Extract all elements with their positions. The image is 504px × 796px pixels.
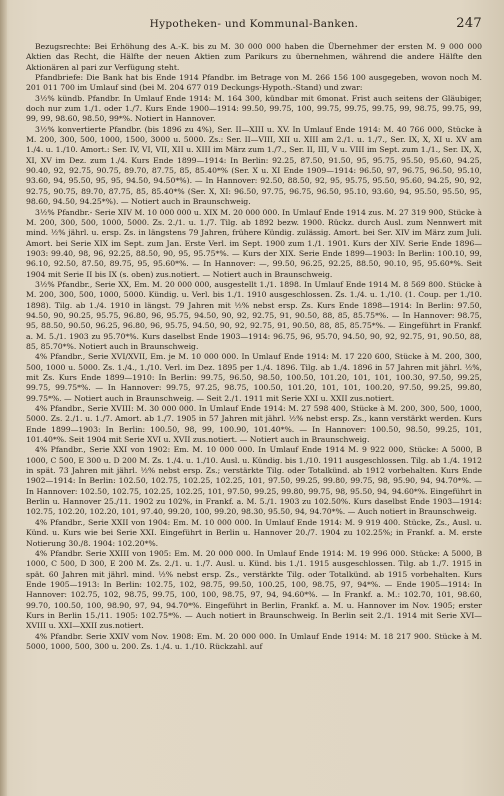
paragraph-serie-xviii: 4% Pfandbr., Serie XVIII: M. 30 000 000. In Umlauf Ende 1914: M. 27 598 400, Stücke à M. 200, 300, 500, 1000, 5000. Zs. 2./1. u. 1./7. Amort. ab 1./7. 1905 in 57 Jahren mit jährl. ½% nebst ersp. Zs., kann verstärkt werden. Kurs Ende 1899—1903: In Berlin: 100.50, 98, 99, 100.90, 101.40*%. — In Hannover: 100.50, 98.50, 99.25, 101, 101.40*%. Seit 1904 mit Serie XVI u. XVII zus.notiert. — Notiert auch in Braunschweig. [26, 404, 482, 445]
page-number: 247 [456, 16, 482, 31]
paragraph-serie-xxiv: 4% Pfandbr. Serie XXIV vom Nov. 1908: Em. M. 20 000 000. In Umlauf Ende 1914: M. 18 217 900. Stücke à M. 5000, 1000, 500, 300 u. 200. Zs. 1./4. u. 1./10. Rückzahl. auf [26, 631, 482, 651]
paragraph-bezugsrechte: Bezugsrechte: Bei Erhöhung des A.-K. bis zu M. 30 000 000 haben die Übernehmer der ersten M. 9 000 000 Aktien das Recht, die Hälfte der neuen Aktien zum Parikurs zu übernehmen, während die andere Hälfte den Aktionären al pari zur Verfügung steht. [26, 42, 482, 72]
paragraph-serie-xxiii: 4% Pfandbr. Serie XXIII von 1905: Em. M. 20 000 000. In Umlauf Ende 1914: M. 19 996 000. Stücke: A 5000, B 1000, C 500, D 300, E 200 M. Zs. 2./1. u. 1./7. Ausl. u. Künd. bis 1./1. 1915 ausgeschlossen. Tilg. ab 1./7. 1915 in spät. 60 Jahren mit jährl. mind. ½% nebst ersp. Zs., verstärkte Tilg. oder Totalkünd. ab 1915 vorbehalten. Kurs Ende 1905—1913: In Berlin: 102.75, 102, 98.75, 99.50, 100.25, 100, 98.75, 97, 94*%. — Ende 1905—1914: In Hannover: 102.75, 102, 98.75, 99.75, 100, 100, 98.75, 97, 94, 94.60*%. — In Frankf. a. M.: 102.70, 101, 98.60, 99.70, 100.50, 100, 98.90, 97, 94, 94.70*%. Eingeführt in Berlin, Frankf. a. M. u. Hannover im Nov. 1905; erster Kurs in Berlin 15./11. 1905: 102.75*%. — Auch notiert in Braunschweig. In Berlin seit 2./1. 1914 mit Serie XVI—XVIII u. XXI—XXII zus.notiert. [26, 548, 482, 631]
paragraph-serie-xvi-xvii: 4% Pfandbr., Serie XVI/XVII, Em. je M. 10 000 000. In Umlauf Ende 1914: M. 17 220 600, Stücke à M. 200, 300, 500, 1000 u. 5000. Zs. 1./4., 1./10. Verl. im Dez. 1895 per 1./4. 1896. Tilg. ab 1./4. 1896 in 57 Jahren mit jährl. ½%, mit Zs. Kurs Ende 1899—1910: In Berlin: 99.75, 96.50, 98.50, 100.50, 101.20, 101, 101, 100.30, 97.50, 99.25, 99.75, 99.75*%. — In Hannover: 99.75, 97.25, 98.75, 100.50, 101.20, 101, 101, 100.20, 97.50, 99.25, 99.80, 99.75*%. — Notiert auch in Braunschweig. — Seit 2./1. 1911 mit Serie XXI u. XXII zus.notiert. [26, 352, 482, 403]
paragraph-serie-xxii: 4% Pfandbr., Serie XXII von 1904: Em. M. 10 000 000. In Umlauf Ende 1914: M. 9 919 400. Stücke, Zs., Ausl. u. Künd. u. Kurs wie bei Serie XXI. Eingeführt in Berlin u. Hannover 20./7. 1904 zu 102.25%; in Frankf. a. M. erste Notierung 30./8. 1904: 102.20*%. [26, 517, 482, 548]
paragraph-kuendb-pfandbr: 3½% kündb. Pfandbr. In Umlauf Ende 1914: M. 164 300, kündbar mit 6monat. Frist auch seitens der Gläubiger, doch nur zum 1./1. oder 1./7. Kurs Ende 1900—1914: 99.50, 99.75, 100, 99.75, 99.75, 99.75, 99, 98.75, 99.75, 99, 99, 99, 98.60, 98.50, 99*%. Notiert in Hannover. [26, 93, 482, 124]
paragraph-konvertierte-pfandbr: 3½% konvertierte Pfandbr. (bis 1896 zu 4%), Ser. II—XIII u. XV. In Umlauf Ende 1914: M. 40 766 000, Stücke à M. 200, 300, 500, 1000, 1500, 3000 u. 5000. Zs.: Ser. II—VIII, XII u. XIII am 2./1. u. 1./7., Ser. IX, X, XI u. XV am 1./4. u. 1./10. Amort.: Ser. IV, VI, VII, XII u. XIII im März zum 1./7., Ser. II, III, V u. VIII im Sept. zum 1./1., Ser. IX, X, XI, XV im Dez. zum 1./4. Kurs Ende 1899—1914: In Berlin: 92.25, 87.50, 91.50, 95, 95.75, 95.50, 95.60, 94.25, 90.40, 92, 92.75, 90.75, 89.70, 87.75, 85, 85.40*% (Ser. X u. XI Ende 1909—1914: 96.50, 97, 96.75, 96.50, 95.10, 93.60, 94, 95.50, 95, 95, 94.50, 94.50*%). — In Hannover: 92.50, 88.50, 92, 95, 95.75, 95.50, 95.60, 94.25, 90, 92, 92.75, 90.75, 89.70, 87.75, 85, 85.40*% (Ser. X, XI: 96.50, 97.75, 96.75, 96.50, 95.10, 93.60, 94, 95.50, 95.50, 95, 98.60, 94.50, 94.25*%). — Notiert auch in Braunschweig. [26, 124, 482, 207]
paragraph-serie-xx: 3½% Pfandbr., Serie XX, Em. M. 20 000 000, ausgestellt 1./1. 1898. In Umlauf Ende 1914 M. 8 569 800. Stücke à M. 200, 300, 500, 1000, 5000. Kündig. u. Verl. bis 1./1. 1910 ausgeschlossen. Zs. 1./4. u. 1./10. (1. Coup. per 1./10. 1898). Tilg. ab 1./4. 1910 in längst. 79 Jahren mit ½% nebst ersp. Zs. Kurs Ende 1898—1914: In Berlin: 97.50, 94.50, 90, 90.25, 95.75, 96.80, 96, 95.75, 94.50, 90, 92, 92.75, 91, 90.50, 88, 85, 85.75*%. — In Hannover: 98.75, 95, 88.50, 90.50, 96.25, 96.80, 96, 95.75, 94.50, 90, 92, 92.75, 91, 90.50, 88, 85, 85.75*%. — Eingeführt in Frankf. a. M. 5./1. 1903 zu 95.70*%. Kurs daselbst Ende 1903—1914: 96.75, 96, 95.70, 94.50, 90, 92, 92.75, 91, 90.50, 88, 85, 85.70*%. Notiert auch in Braunschweig. [26, 279, 482, 351]
paragraph-pfandbriefe: Pfandbriefe: Die Bank hat bis Ende 1914 Pfandbr. im Betrage von M. 266 156 100 ausgegeben, wovon noch M. 201 011 700 im Umlauf sind (bei M. 204 677 019 Deckungs-Hypoth.-Stand) und zwar: [26, 73, 482, 93]
page-body [26, 42, 482, 652]
running-title: Hypotheken- und Kommunal-Banken. [149, 18, 359, 30]
paragraph-serie-xiv-xix: 3½% Pfandbr.- Serie XIV M. 10 000 000 u. XIX M. 20 000 000. In Umlauf Ende 1914 zus. M. 27 319 900, Stücke à M. 200, 300, 500, 1000, 5000. Zs. 2./1. u. 1./7. Tilg. ab 1892 bezw. 1900. Rückz. durch Ausl. zum Nennwert mit mind. ½% jährl. u. ersp. Zs. in längstens 79 Jahren, frühere Kündig. zulässig. Amort. bei Ser. XIV im März zum Juli. Amort. bei Serie XIX im Sept. zum Jan. Erste Verl. im Sept. 1900 zum 1./1. 1901. Kurs der XIV. Serie Ende 1896—1903: 99.40, 98, 96, 92.25, 88.50, 90, 95, 95.75*%. — Kurs der XIX. Serie Ende 1899—1903: In Berlin: 100.10, 99, 96.10, 92.50, 87.50, 89.75, 95, 95.60*%. — In Hannover: —, 99.50, 96.25, 92.25, 88.50, 90.10, 95, 95.60*%. Seit 1904 mit Serie II bis IX (s. oben) zus.notiert. — Notiert auch in Braunschweig. [26, 207, 482, 279]
page-header [26, 16, 482, 34]
book-spine-shadow [0, 0, 7, 796]
paragraph-serie-xxi: 4% Pfandbr., Serie XXI von 1902: Em. M. 10 000 000. In Umlauf Ende 1914 M. 9 922 000, Stücke: A 5000, B 1000, C 500, E 300 u. D 200 M. Zs. 1./4. u. 1./10. Ausl. u. Kündig. bis 1./10. 1911 ausgeschlossen. Tilg. ab 1./4. 1912 in spät. 73 Jahren mit jährl. ½% nebst ersp. Zs.; verstärkte Tilg. oder Totalkünd. ab 1912 vorbehalten. Kurs Ende 1902—1914: In Berlin: 102.50, 102.75, 102.25, 102.25, 101, 97.50, 99.25, 99.80, 99.75, 98, 95.90, 94, 94.70*%. — In Hannover: 102.50, 102.75, 102.25, 102.25, 101, 97.50, 99.25, 99.80, 99.75, 98, 95.50, 94, 94.60*%. Eingeführt in Berlin u. Hannover 25./11. 1902 zu 102%, in Frankf. a. M. 5./1. 1903 zu 102.50%. Kurs daselbst Ende 1903—1914: 102.75, 102.20, 102.20, 101, 97.40, 99.20, 100, 99.20, 98.30, 95.50, 94, 94.70*%. — Auch notiert in Braunschweig. [26, 445, 482, 517]
